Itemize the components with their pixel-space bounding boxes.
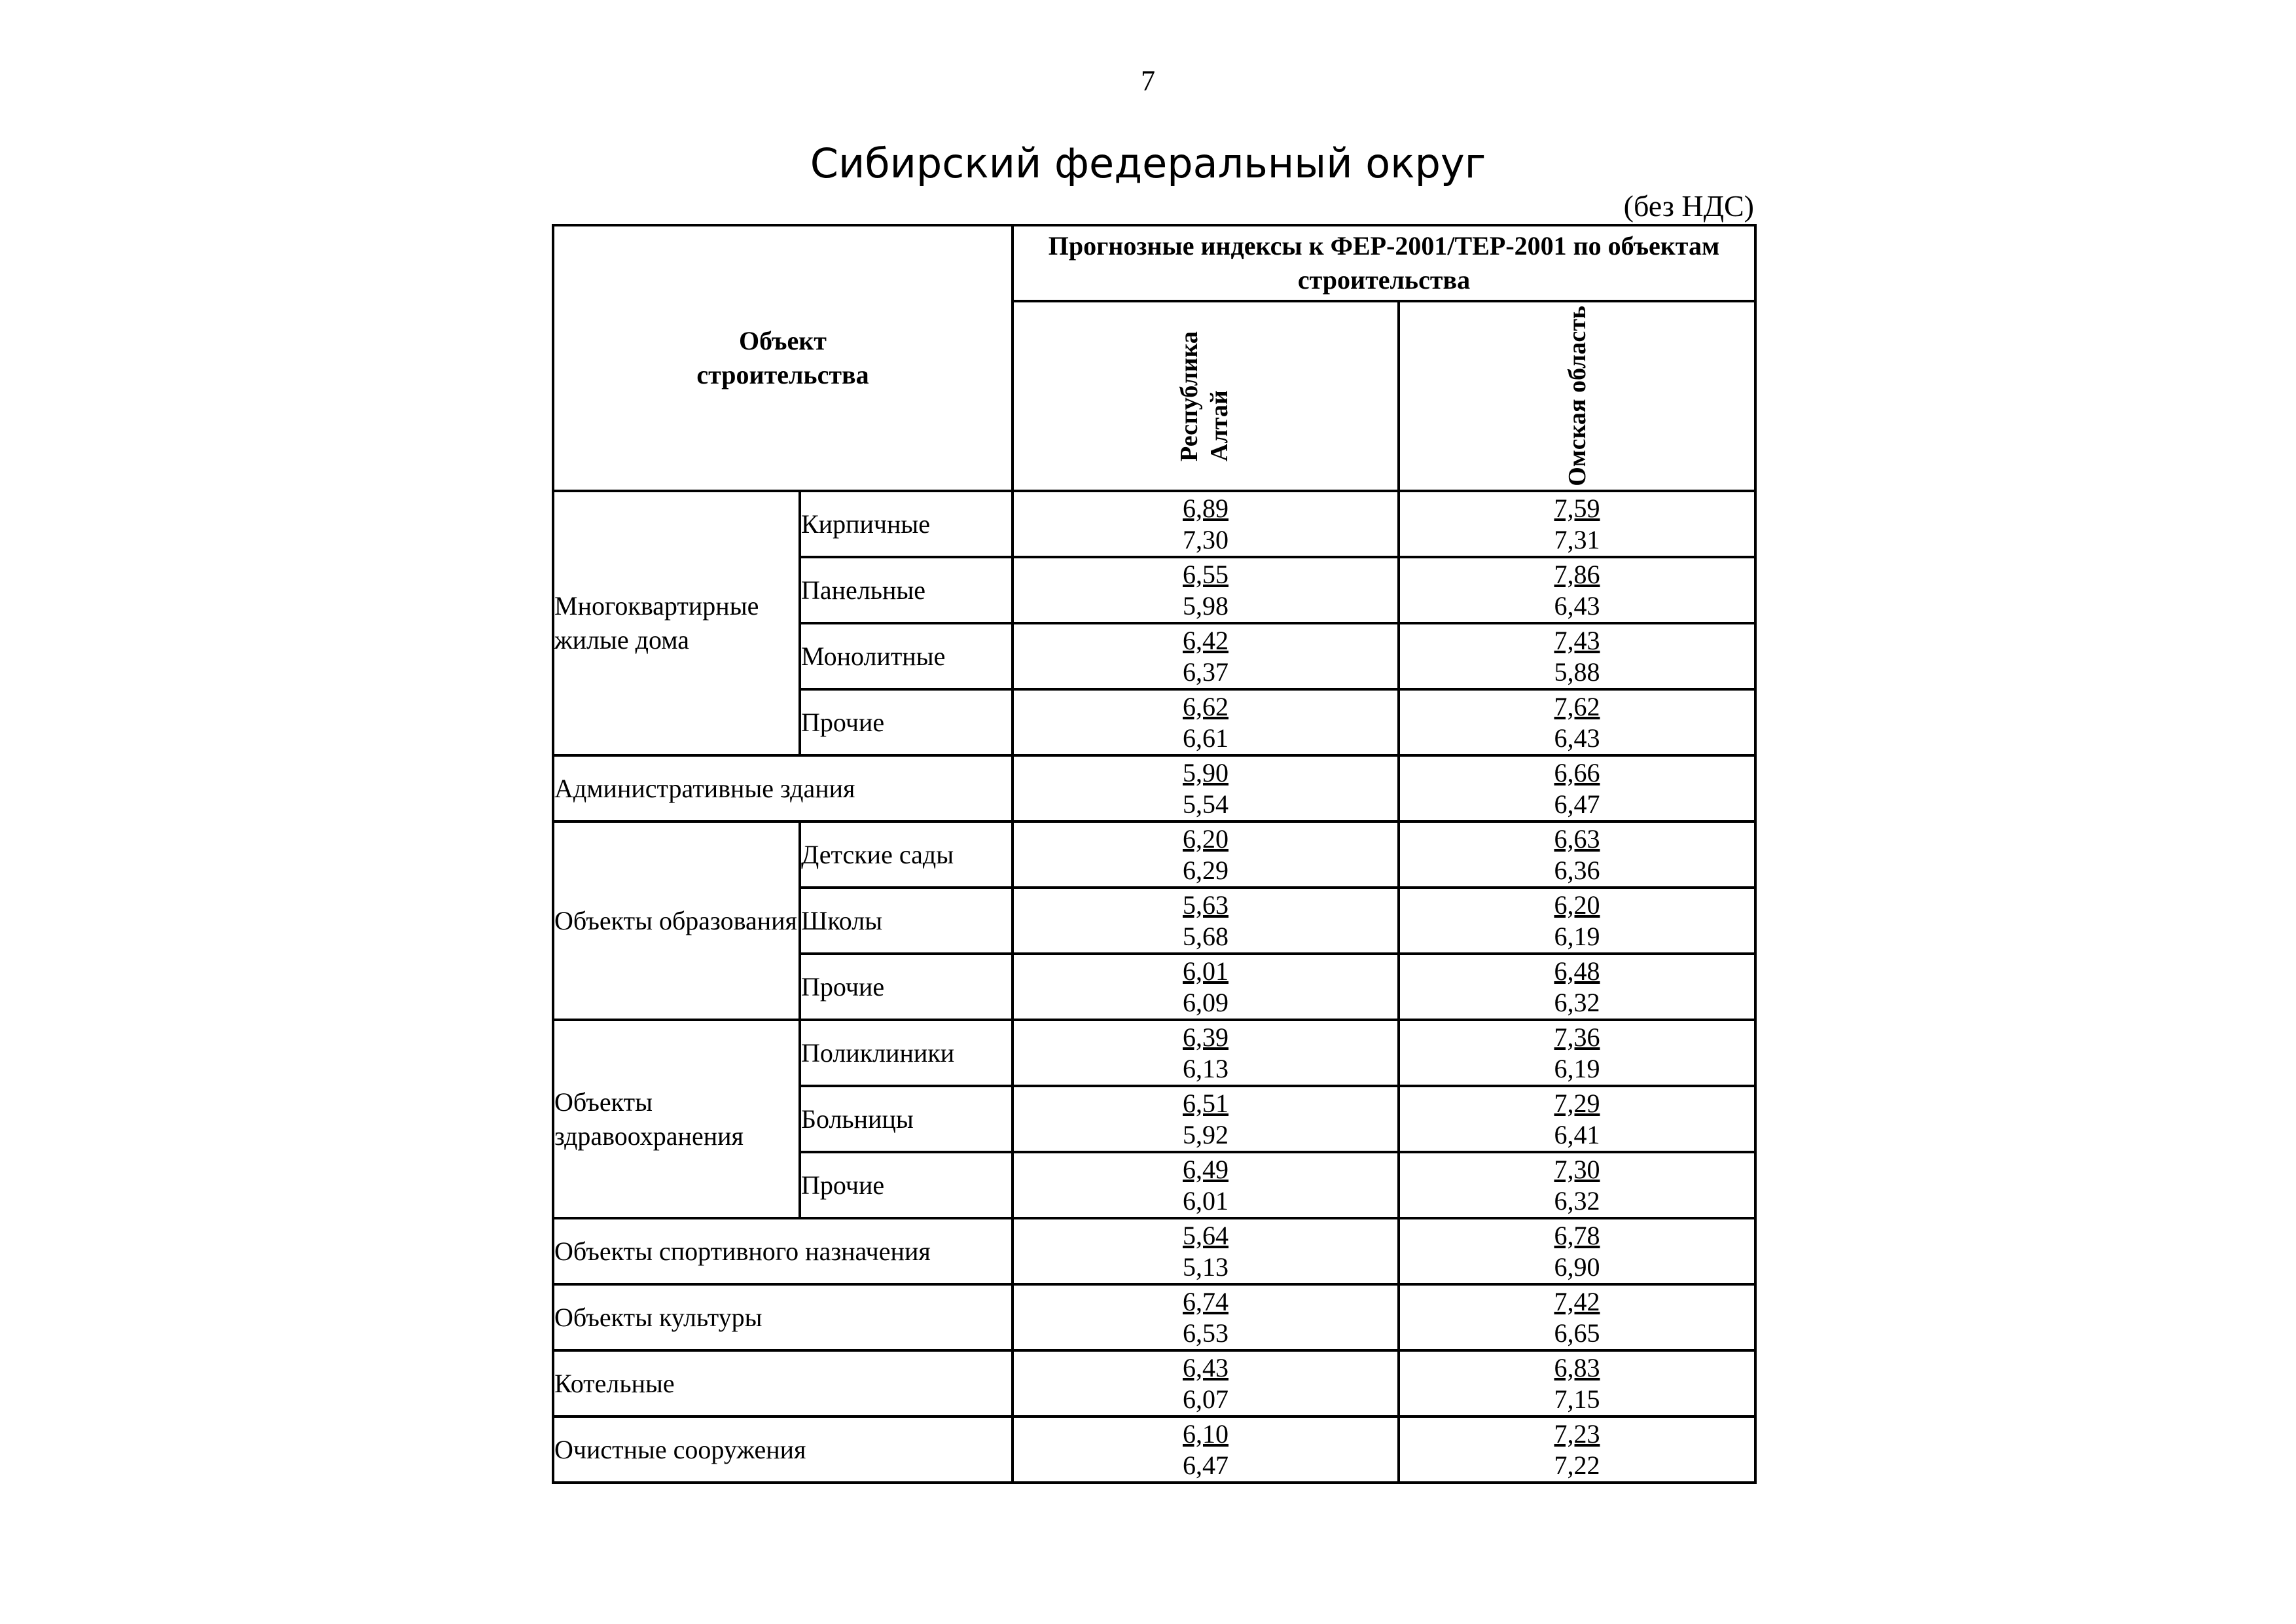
forecast-index-value: 6,83 [1554, 1352, 1600, 1382]
value-cell-omsk [1399, 1020, 1755, 1086]
value-cell-omsk [1399, 1416, 1755, 1483]
forecast-index-value: 7,86 [1554, 559, 1600, 589]
forecast-column-header: Прогнозные индексы к ФЕР-2001/ТЕР-2001 по объектам строительства [1013, 225, 1755, 301]
object-subtype-label: Больницы [800, 1086, 1013, 1152]
value-cell-altai [1013, 755, 1399, 821]
value-cell-altai [1013, 1416, 1399, 1483]
forecast-index-value: 6,19 [1554, 921, 1600, 951]
forecast-index-value: 6,19 [1554, 1053, 1600, 1083]
forecast-index-value: 7,30 [1183, 524, 1229, 554]
forecast-index-value: 6,20 [1554, 890, 1600, 920]
value-cell-altai [1013, 491, 1399, 557]
forecast-index-value: 5,68 [1183, 921, 1229, 951]
forecast-index-table [552, 224, 1757, 1484]
table-row [553, 1020, 1755, 1086]
forecast-index-value: 6,66 [1554, 757, 1600, 787]
value-cell-omsk [1399, 954, 1755, 1020]
object-column-header: Объект строительства [553, 225, 1013, 491]
value-cell-omsk [1399, 557, 1755, 623]
object-subtype-label: Школы [800, 888, 1013, 954]
value-cell-altai [1013, 689, 1399, 755]
value-cell-altai [1013, 821, 1399, 888]
table-row [553, 491, 1755, 557]
forecast-index-value: 6,29 [1183, 855, 1229, 885]
region-header-omsk: Омская область [1399, 301, 1755, 491]
page-title: Сибирский федеральный округ [810, 139, 1486, 187]
forecast-index-value: 6,37 [1183, 657, 1229, 687]
forecast-index-value: 6,13 [1183, 1053, 1229, 1083]
object-subtype-label: Панельные [800, 557, 1013, 623]
forecast-index-value: 6,32 [1554, 987, 1600, 1017]
forecast-index-value: 5,54 [1183, 789, 1229, 819]
value-cell-omsk [1399, 689, 1755, 755]
forecast-index-value: 6,43 [1554, 723, 1600, 753]
value-cell-altai [1013, 1020, 1399, 1086]
object-group-label: Объекты образования [553, 821, 800, 1020]
forecast-index-value: 7,43 [1554, 625, 1600, 655]
forecast-index-value: 6,65 [1554, 1318, 1600, 1348]
object-subtype-label: Кирпичные [800, 491, 1013, 557]
forecast-index-value: 5,90 [1183, 757, 1229, 787]
forecast-index-value: 6,55 [1183, 559, 1229, 589]
forecast-index-value: 7,31 [1554, 524, 1600, 554]
forecast-index-value: 6,51 [1183, 1088, 1229, 1118]
object-label: Котельные [553, 1350, 1013, 1416]
forecast-index-value: 6,43 [1554, 590, 1600, 621]
value-cell-altai [1013, 1152, 1399, 1218]
forecast-index-value: 5,63 [1183, 890, 1229, 920]
forecast-index-value: 6,78 [1554, 1220, 1600, 1250]
forecast-index-value: 6,32 [1554, 1185, 1600, 1216]
forecast-index-value: 5,92 [1183, 1119, 1229, 1149]
forecast-index-value: 7,36 [1554, 1022, 1600, 1052]
value-cell-altai [1013, 954, 1399, 1020]
forecast-index-value: 6,41 [1554, 1119, 1600, 1149]
forecast-index-value: 5,98 [1183, 590, 1229, 621]
value-cell-omsk [1399, 888, 1755, 954]
value-cell-omsk [1399, 623, 1755, 689]
value-cell-altai [1013, 1284, 1399, 1350]
forecast-index-value: 6,62 [1183, 691, 1229, 721]
forecast-index-value: 5,88 [1554, 657, 1600, 687]
forecast-index-value: 7,62 [1554, 691, 1600, 721]
forecast-index-value: 6,63 [1554, 823, 1600, 854]
object-label: Административные здания [553, 755, 1013, 821]
region-header-altai: Республика Алтай [1013, 301, 1399, 491]
forecast-index-value: 6,42 [1183, 625, 1229, 655]
object-subtype-label: Прочие [800, 1152, 1013, 1218]
object-subtype-label: Поликлиники [800, 1020, 1013, 1086]
forecast-index-value: 6,74 [1183, 1286, 1229, 1316]
value-cell-omsk [1399, 1350, 1755, 1416]
value-cell-omsk [1399, 1218, 1755, 1284]
forecast-index-value: 5,64 [1183, 1220, 1229, 1250]
page-number: 7 [1141, 65, 1155, 97]
forecast-index-value: 6,47 [1554, 789, 1600, 819]
value-cell-omsk [1399, 755, 1755, 821]
table-row [553, 1416, 1755, 1483]
forecast-index-value: 7,29 [1554, 1088, 1600, 1118]
value-cell-omsk [1399, 821, 1755, 888]
forecast-index-value: 6,90 [1554, 1252, 1600, 1282]
object-label: Объекты культуры [553, 1284, 1013, 1350]
value-cell-altai [1013, 1218, 1399, 1284]
forecast-index-value: 6,20 [1183, 823, 1229, 854]
forecast-index-value: 6,39 [1183, 1022, 1229, 1052]
value-cell-omsk [1399, 491, 1755, 557]
forecast-index-value: 6,43 [1183, 1352, 1229, 1382]
value-cell-omsk [1399, 1086, 1755, 1152]
forecast-index-value: 7,22 [1554, 1450, 1600, 1480]
table-row [553, 821, 1755, 888]
forecast-index-value: 6,01 [1183, 1185, 1229, 1216]
forecast-index-value: 7,59 [1554, 493, 1600, 523]
object-subtype-label: Прочие [800, 954, 1013, 1020]
forecast-index-value: 6,47 [1183, 1450, 1229, 1480]
value-cell-altai [1013, 1350, 1399, 1416]
object-group-label: Объекты здравоохранения [553, 1020, 800, 1218]
value-cell-altai [1013, 623, 1399, 689]
forecast-index-value: 6,36 [1554, 855, 1600, 885]
forecast-index-value: 7,23 [1554, 1418, 1600, 1449]
value-cell-altai [1013, 888, 1399, 954]
value-cell-altai [1013, 557, 1399, 623]
forecast-index-value: 6,49 [1183, 1154, 1229, 1184]
object-subtype-label: Монолитные [800, 623, 1013, 689]
object-group-label: Многоквартирные жилые дома [553, 491, 800, 755]
forecast-index-value: 5,13 [1183, 1252, 1229, 1282]
forecast-index-value: 6,07 [1183, 1384, 1229, 1414]
table-row [553, 755, 1755, 821]
forecast-index-value: 7,15 [1554, 1384, 1600, 1414]
table-row [553, 1350, 1755, 1416]
forecast-index-value: 6,53 [1183, 1318, 1229, 1348]
forecast-index-value: 6,89 [1183, 493, 1229, 523]
vat-note: (без НДС) [1623, 189, 1754, 223]
forecast-index-value: 7,30 [1554, 1154, 1600, 1184]
forecast-index-value: 6,01 [1183, 956, 1229, 986]
object-subtype-label: Прочие [800, 689, 1013, 755]
value-cell-altai [1013, 1086, 1399, 1152]
table-row [553, 1218, 1755, 1284]
table-header-row [553, 225, 1755, 301]
value-cell-omsk [1399, 1152, 1755, 1218]
object-label: Очистные сооружения [553, 1416, 1013, 1483]
forecast-index-value: 6,61 [1183, 723, 1229, 753]
forecast-index-value: 7,42 [1554, 1286, 1600, 1316]
forecast-index-value: 6,09 [1183, 987, 1229, 1017]
object-subtype-label: Детские сады [800, 821, 1013, 888]
forecast-index-value: 6,10 [1183, 1418, 1229, 1449]
object-label: Объекты спортивного назначения [553, 1218, 1013, 1284]
forecast-index-value: 6,48 [1554, 956, 1600, 986]
value-cell-omsk [1399, 1284, 1755, 1350]
table-row [553, 1284, 1755, 1350]
